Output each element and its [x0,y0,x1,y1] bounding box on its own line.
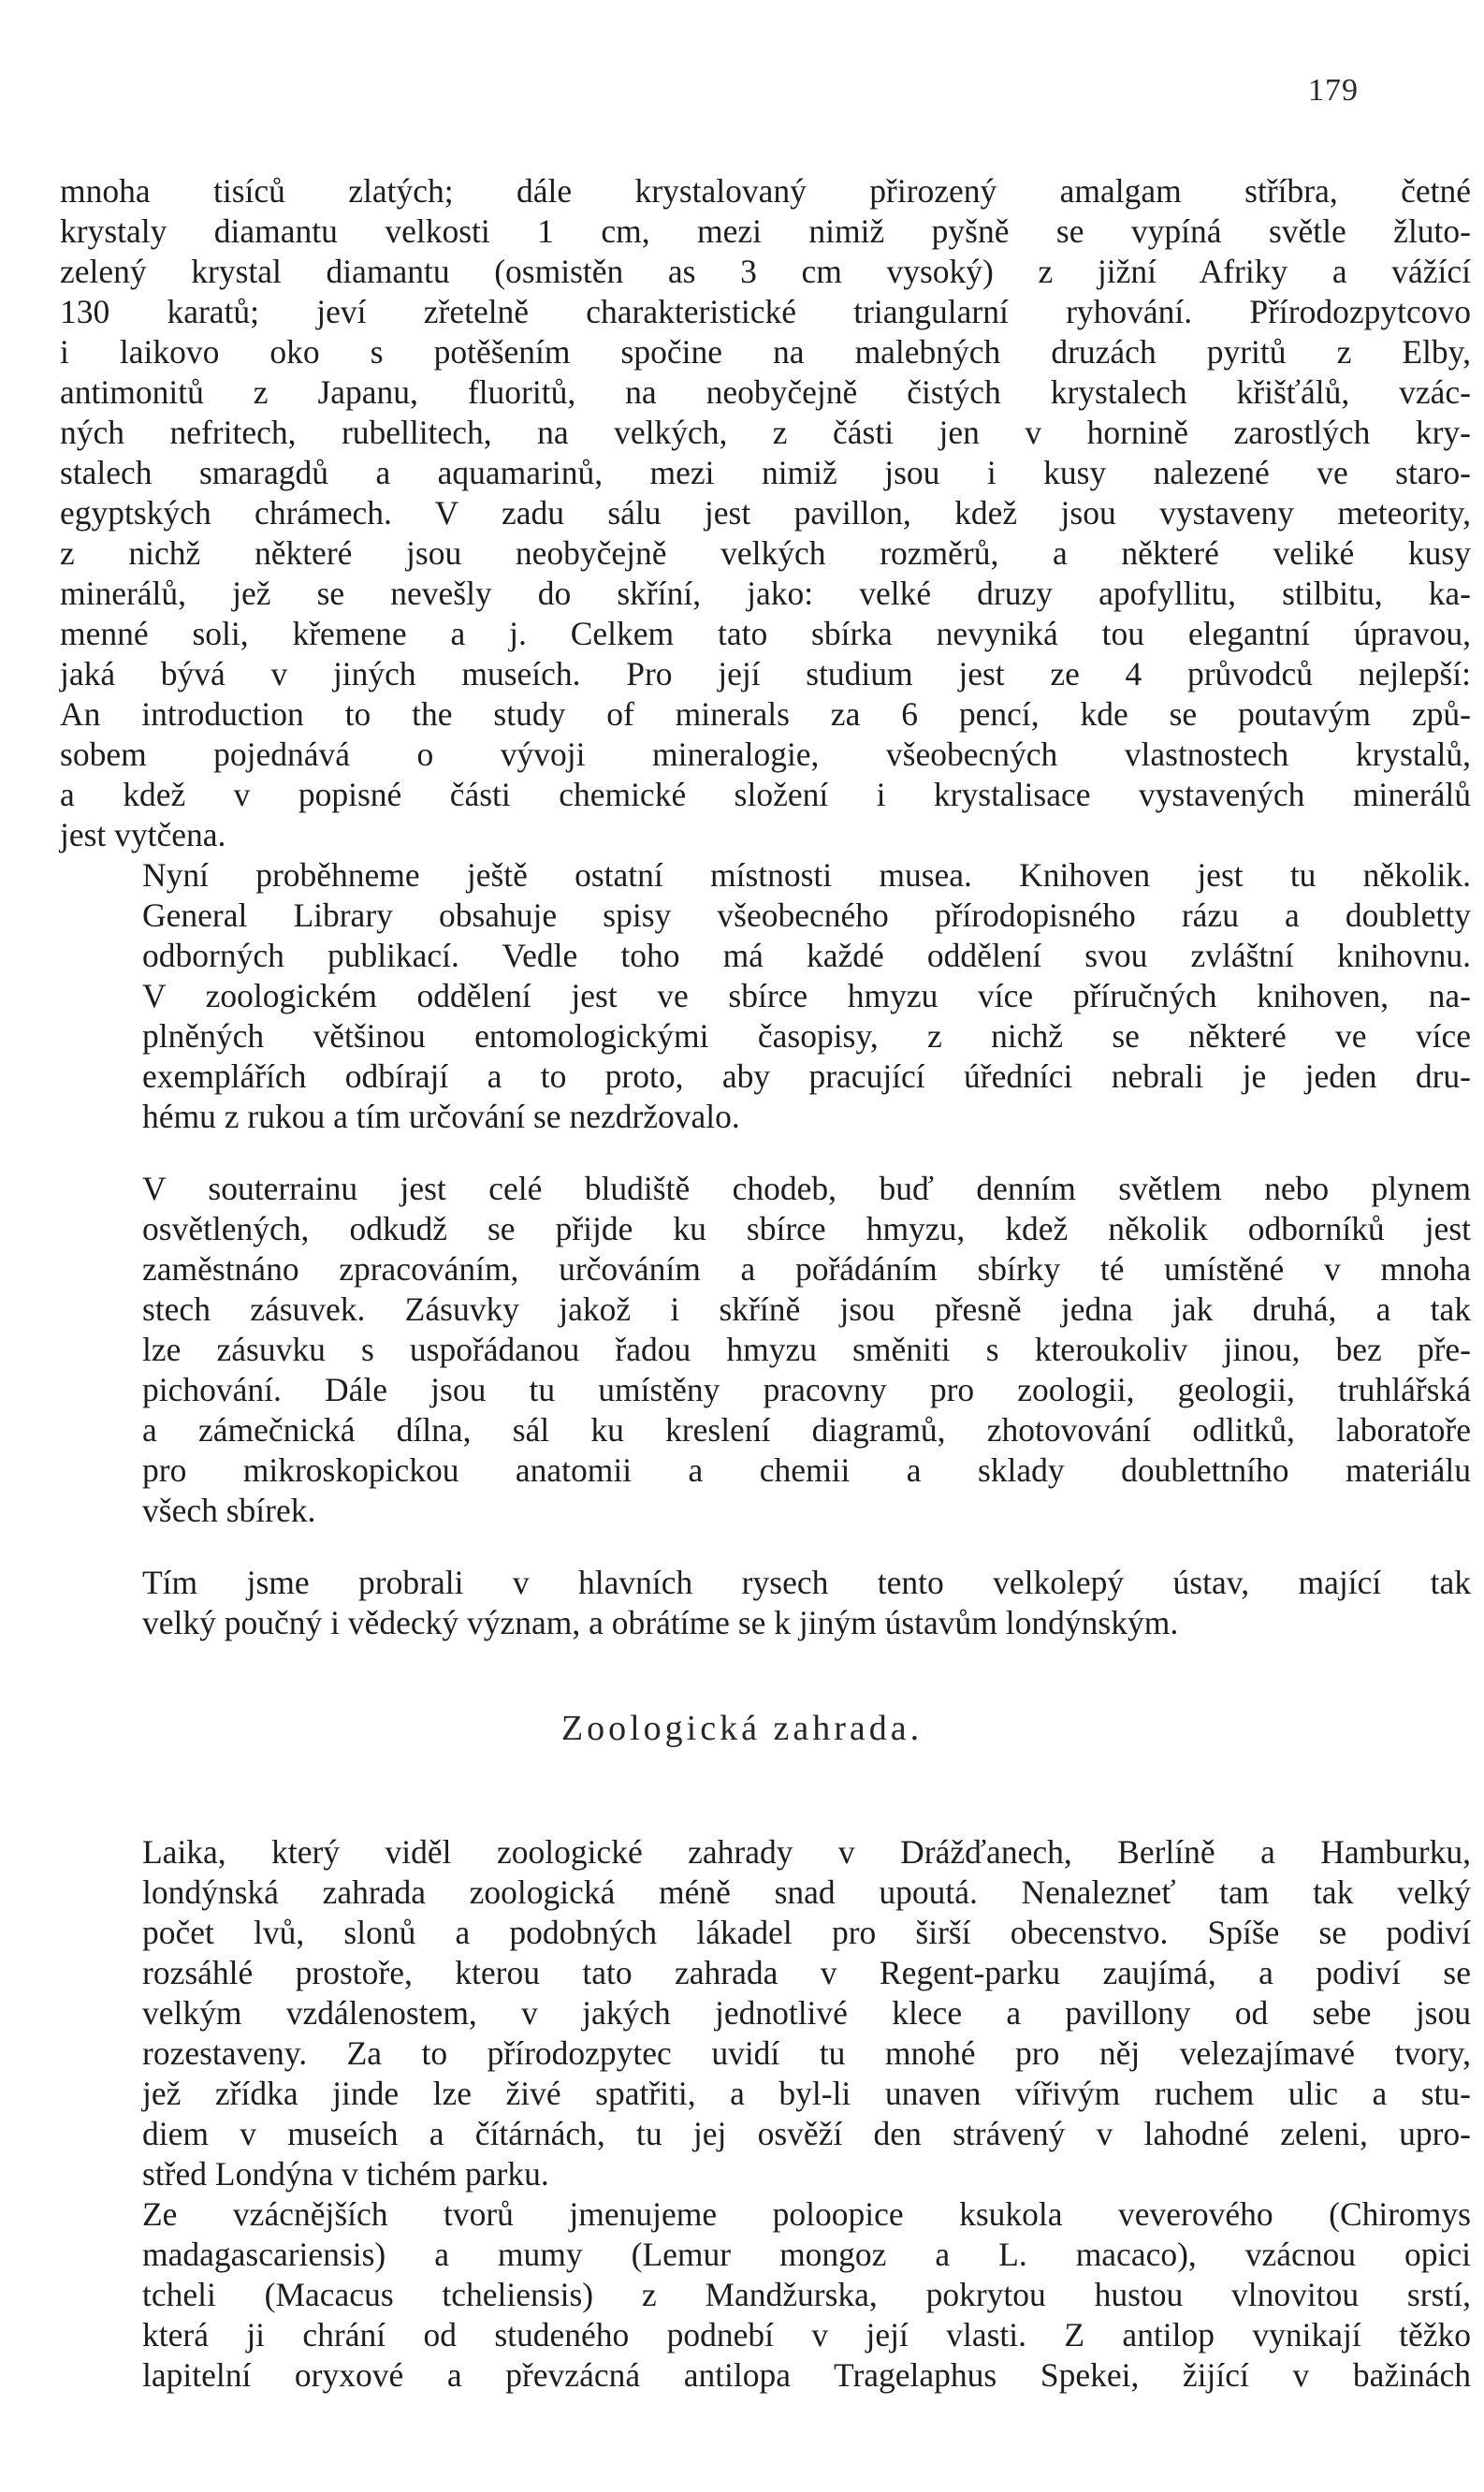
text-line: z nichž některé jsou neobyčejně velkých rozměrů, a některé veliké kusy [60,534,1471,572]
text-line: madagascariensis) a mumy (Lemur mongoz a L. macaco), vzácnou opici [142,2236,1471,2273]
text-line: rozestaveny. Za to přírodozpytec uvidí tu mnohé pro něj velezajímavé tvory, [142,2034,1471,2072]
paragraph-souterrain [60,1169,1471,1531]
text-line: a kdež v popisné části chemické složení i krystalisace vystavených minerálů [60,776,1471,813]
text-line: hému z rukou a tím určování se nezdržovalo. [142,1098,740,1135]
text-line: 130 karatů; jeví zřetelně charakteristické triangularní ryhování. Přírodozpytcovo [60,293,1471,330]
text-line: osvětlených, odkudž se přijde ku sbírce hmyzu, kdež několik odborníků jest [142,1210,1471,1247]
text-line: odborných publikací. Vedle toho má každé oddělení svou zvláštní knihovnu. [142,937,1471,974]
paragraph-rare-animals [60,2194,1471,2396]
text-line: zelený krystal diamantu (osmistěn as 3 cm vysoký) z jižní Afriky a vážící [60,253,1471,290]
paragraph-libraries [60,855,1471,1137]
text-line: velkým vzdálenostem, v jakých jednotlivé klece a pavillony od sebe jsou [142,1994,1471,2032]
text-line: jest vytčena. [60,816,226,853]
text-line: stech zásuvek. Zásuvky jakož i skříně jsou přesně jedna jak druhá, a tak [142,1290,1471,1328]
text-line: Ze vzácnějších tvorů jmenujeme poloopice ksukola veverového (Chiromys [142,2195,1471,2233]
text-line: jaká bývá v jiných museích. Pro její studium jest ze 4 průvodců nejlepší: [60,655,1471,692]
text-line: An introduction to the study of minerals za 6 pencí, kde se poutavým způ- [60,695,1471,733]
text-line: a zámečnická dílna, sál ku kreslení diagramů, zhotovování odlitků, laboratoře [142,1411,1471,1449]
text-block-zoo [60,1832,1471,2396]
text-line: menné soli, křemene a j. Celkem tato sbírka nevyniká tou elegantní úpravou, [60,615,1471,652]
text-line: V zoologickém oddělení jest ve sbírce hmyzu více příručných knihoven, na- [142,977,1471,1014]
paragraph-zoo-intro [60,1832,1471,2194]
text-line: Nyní proběhneme ještě ostatní místnosti musea. Knihoven jest tu několik. [142,856,1471,894]
text-line: V souterrainu jest celé bludiště chodeb, buď denním světlem nebo plynem [142,1170,1471,1207]
text-line: zaměstnáno zpracováním, určováním a pořádáním sbírky té umístěné v mnoha [142,1250,1471,1288]
text-line: krystaly diamantu velkosti 1 cm, mezi nimiž pyšně se vypíná světle žluto- [60,212,1471,250]
text-line: egyptských chrámech. V zadu sálu jest pavillon, kdež jsou vystaveny meteority, [60,494,1471,532]
text-line: rozsáhlé prostoře, kterou tato zahrada v Regent-parku zaujímá, a podiví se [142,1954,1471,1991]
text-block-museum [60,171,1471,1643]
text-line: General Library obsahuje spisy všeobecného přírodopisného rázu a doubletty [142,896,1471,934]
text-line: ných nefritech, rubellitech, na velkých, z části jen v hornině zarostlých kry- [60,414,1471,451]
text-line: jež zřídka jinde lze živé spatřiti, a byl-li unaven vířivým ruchem ulic a stu- [142,2075,1471,2112]
text-line: lze zásuvku s uspořádanou řadou hmyzu směniti s kteroukoliv jinou, bez pře- [142,1331,1471,1368]
text-line: pro mikroskopickou anatomii a chemii a sklady doublettního materiálu [142,1451,1471,1489]
paragraph-conclusion [60,1563,1471,1643]
text-line: londýnská zahrada zoologická méně snad upoutá. Nenalezneť tam tak velký [142,1873,1471,1911]
text-line: mnoha tisíců zlatých; dále krystalovaný přirozený amalgam stříbra, četné [60,172,1471,210]
text-line: všech sbírek. [142,1492,316,1529]
text-line: stalech smaragdů a aquamarinů, mezi nimiž jsou i kusy nalezené ve staro- [60,454,1471,491]
text-line: sobem pojednává o vývoji mineralogie, všeobecných vlastnostech krystalů, [60,736,1471,773]
section-heading: Zoologická zahrada. [560,1709,924,1748]
text-line: Laika, který viděl zoologické zahrady v Drážďanech, Berlíně a Hamburku, [142,1833,1471,1871]
text-line: střed Londýna v tichém parku. [142,2155,549,2193]
text-line: velký poučný i vědecký význam, a obrátíme se k jiným ústavům londýnským. [142,1604,1179,1641]
paragraph-minerals [60,171,1471,855]
text-line: minerálů, jež se nevešly do skříní, jako: velké druzy apofyllitu, stilbitu, ka- [60,575,1471,612]
text-line: tcheli (Macacus tcheliensis) z Mandžurska, pokrytou hustou vlnovitou srstí, [142,2276,1471,2313]
text-line: počet lvů, slonů a podobných lákadel pro širší obecenstvo. Spíše se podiví [142,1914,1471,1951]
text-line: která ji chrání od studeného podnebí v její vlasti. Z antilop vynikají těžko [142,2316,1471,2354]
page-number: 179 [1308,73,1359,108]
text-line: Tím jsme probrali v hlavních rysech tento velkolepý ústav, mající tak [142,1564,1471,1601]
text-line: i laikovo oko s potěšením spočine na malebných druzách pyritů z Elby, [60,333,1471,371]
text-line: diem v museích a čítárnách, tu jej osvěží den strávený v lahodné zeleni, upro- [142,2115,1471,2152]
text-line: antimonitů z Japanu, fluoritů, na neobyčejně čistých krystalech křišťálů, vzác- [60,373,1471,411]
text-line: lapitelní oryxové a převzácná antilopa Tragelaphus Spekei, žijící v bažinách [142,2356,1471,2394]
text-line: exemplářích odbírají a to proto, aby pracující úředníci nebrali je jeden dru- [142,1057,1471,1095]
text-line: plněných většinou entomologickými časopisy, z nichž se některé ve více [142,1017,1471,1055]
text-line: pichování. Dále jsou tu umístěny pracovny pro zoologii, geologii, truhlářská [142,1371,1471,1408]
